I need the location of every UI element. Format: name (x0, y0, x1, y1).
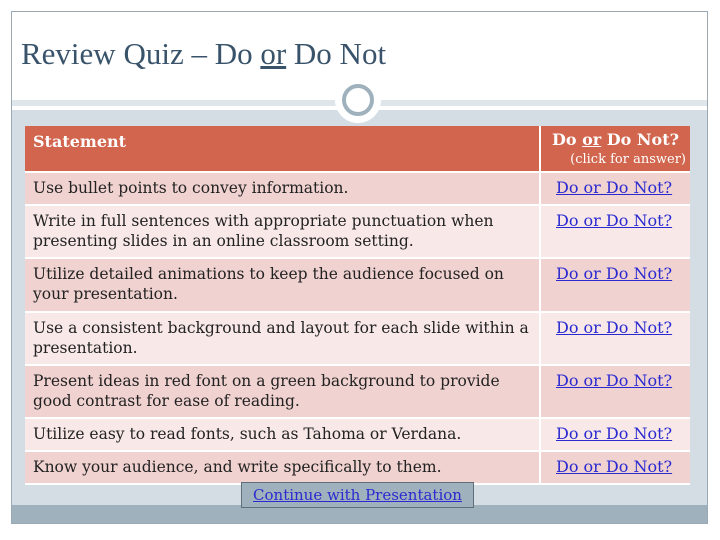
table-row (25, 418, 690, 451)
statement-cell: Present ideas in red font on a green background to provide good contrast for ease of reading. (25, 365, 540, 418)
answer-cell (540, 365, 690, 418)
answer-cell (540, 418, 690, 451)
ring-ornament-inner (342, 84, 374, 116)
answer-cell (540, 258, 690, 312)
answer-link[interactable]: Do or Do Not? (556, 457, 673, 476)
table-row (25, 451, 690, 484)
header-answer (540, 126, 690, 172)
title-pre: Review Quiz – Do (21, 36, 261, 71)
title-post: Do Not (286, 36, 387, 71)
table-row (25, 172, 690, 205)
header-answer-pre: Do (552, 130, 583, 149)
table-row (25, 365, 690, 418)
answer-cell (540, 451, 690, 484)
answer-cell (540, 205, 690, 258)
header-answer-subtitle: (click for answer) (570, 152, 686, 167)
header-statement: Statement (25, 126, 540, 172)
answer-link[interactable]: Do or Do Not? (556, 424, 673, 443)
statement-cell: Use a consistent background and layout for each slide within a presentation. (25, 312, 540, 365)
answer-link[interactable]: Do or Do Not? (556, 211, 673, 230)
statement-cell: Use bullet points to convey information. (25, 172, 540, 205)
statement-cell: Write in full sentences with appropriate punctuation when presenting slides in an online classroom setting. (25, 205, 540, 258)
continue-button[interactable]: Continue with Presentation (241, 482, 474, 508)
answer-link[interactable]: Do or Do Not? (556, 318, 673, 337)
table-row (25, 258, 690, 312)
statement-cell: Know your audience, and write specifically to them. (25, 451, 540, 484)
slide-title (21, 36, 386, 72)
table-header-row (25, 126, 690, 172)
header-answer-post: Do Not? (601, 130, 679, 149)
answer-link[interactable]: Do or Do Not? (556, 178, 673, 197)
statement-cell: Utilize detailed animations to keep the audience focused on your presentation. (25, 258, 540, 312)
table-row (25, 205, 690, 258)
table-row (25, 312, 690, 365)
title-or: or (260, 36, 287, 71)
statement-cell: Utilize easy to read fonts, such as Tahoma or Verdana. (25, 418, 540, 451)
answer-cell (540, 312, 690, 365)
answer-cell (540, 172, 690, 205)
answer-link[interactable]: Do or Do Not? (556, 371, 673, 390)
header-answer-or: or (582, 130, 602, 149)
quiz-table (25, 126, 690, 485)
answer-link[interactable]: Do or Do Not? (556, 264, 673, 283)
